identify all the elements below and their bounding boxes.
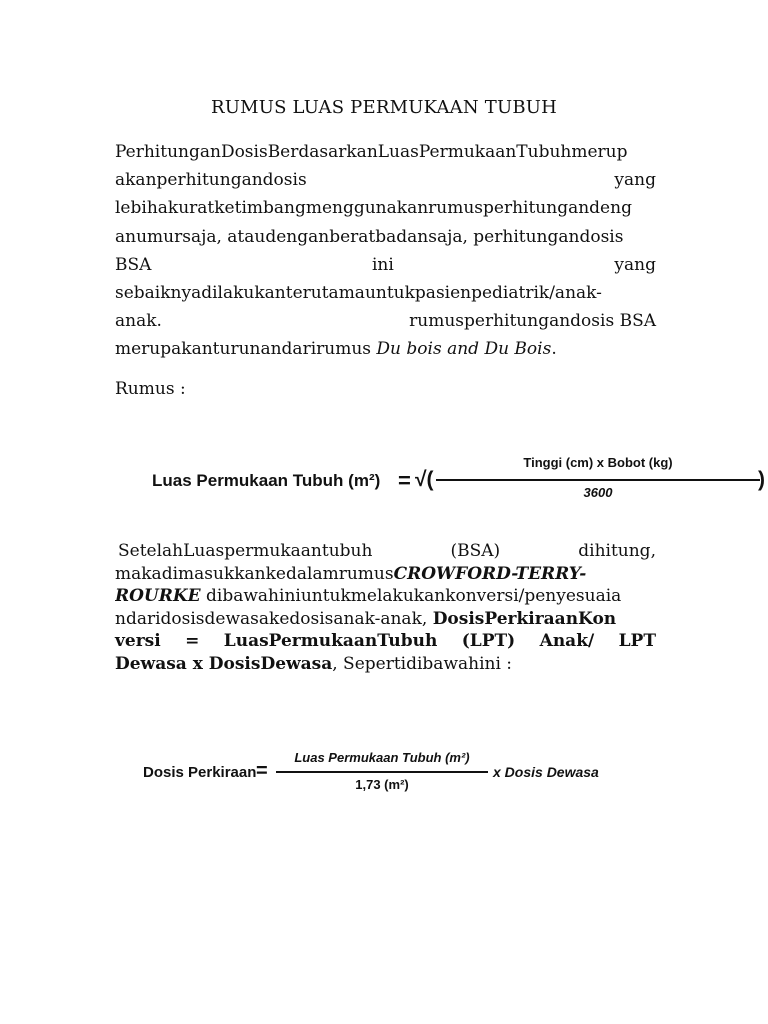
paragraph-line: [115, 563, 656, 586]
bsa-formula-image: [152, 455, 765, 511]
document-title: RUMUS LUAS PERMUKAAN TUBUH: [210, 97, 558, 118]
paragraph-bsa-intro: [115, 138, 656, 364]
text-span: ndaridosisdewasakedosisanak-anak,: [115, 608, 433, 629]
paragraph-line: [115, 630, 656, 653]
paragraph-line: [115, 608, 656, 631]
text-span: versi: [115, 631, 161, 651]
text-span: ini: [372, 254, 394, 275]
bold-formula-text: Dewasa x DosisDewasa: [115, 653, 333, 674]
text-span: (LPT): [461, 631, 516, 651]
formula-lhs: Luas Permukaan Tubuh (m²): [152, 471, 381, 490]
formula-lhs: Dosis Perkiraan: [143, 764, 257, 781]
paragraph-line: [115, 166, 656, 194]
text-span: (BSA): [450, 541, 501, 561]
text-span: makadimasukkankedalamrumus: [115, 563, 394, 584]
paragraph-line: [115, 335, 656, 363]
fraction-bar: [276, 771, 488, 773]
text-span: =: [185, 631, 200, 651]
text-span: yang: [614, 254, 656, 275]
bold-formula-text: DosisPerkiraanKon: [432, 608, 617, 629]
crowford-name: CROWFORD-TERRY-: [393, 563, 587, 584]
paragraph-line: [115, 307, 656, 335]
sqrt-symbol: √(: [415, 468, 434, 491]
paragraph-line: [115, 540, 656, 563]
formula-numerator: Luas Permukaan Tubuh (m²): [294, 750, 470, 765]
text-span: yang: [614, 170, 656, 191]
du-bois-reference: Du bois and Du Bois: [376, 339, 552, 360]
paragraph-line: sebaiknyadilakukanterutamauntukpasienpediatrik/anak-: [115, 282, 602, 303]
text-span: Anak/: [539, 631, 595, 651]
text-span: LuasPermukaanTubuh: [223, 631, 438, 651]
formula-denominator: 1,73 (m²): [355, 777, 409, 792]
text-span: , Sepertidibawahini :: [332, 653, 513, 674]
text-span: .: [551, 339, 557, 360]
paragraph-line: lebihakuratketimbangmenggunakanrumusperhitungandeng: [115, 198, 632, 219]
formula-equals: =: [256, 760, 268, 782]
formula-equals: =: [398, 468, 411, 493]
text-span: SetelahLuaspermukaantubuh: [118, 541, 373, 561]
rumus-label: Rumus :: [115, 379, 186, 399]
dosis-formula-image: [143, 750, 618, 798]
paragraph-line: PerhitunganDosisBerdasarkanLuasPermukaanTubuhmerup: [115, 142, 628, 162]
text-span: BSA: [115, 254, 152, 275]
paragraph-line: [115, 251, 656, 279]
formula-close-paren: ): [758, 468, 765, 491]
paragraph-line: [115, 653, 656, 676]
text-span: anak.: [115, 311, 162, 332]
text-span: dihitung,: [578, 541, 656, 561]
paragraph-line: anumursaja, ataudenganberatbadansaja, perhitungandosis: [115, 226, 624, 247]
text-span: rumusperhitungandosis BSA: [409, 311, 656, 332]
rourke-name: ROURKE: [115, 586, 201, 606]
formula-denominator: 3600: [583, 485, 613, 500]
text-span: dibawahiniuntukmelakukankonversi/penyesuaia: [200, 586, 622, 606]
text-span: akanperhitungandosis: [115, 170, 307, 191]
paragraph-crawford: [115, 540, 656, 675]
fraction-bar: [436, 479, 760, 481]
text-span: LPT: [618, 631, 656, 651]
formula-rhs: x Dosis Dewasa: [493, 764, 599, 780]
paragraph-line: [115, 585, 656, 608]
text-span: merupakanturunandarirumus: [115, 339, 377, 360]
formula-numerator: Tinggi (cm) x Bobot (kg): [523, 455, 673, 470]
